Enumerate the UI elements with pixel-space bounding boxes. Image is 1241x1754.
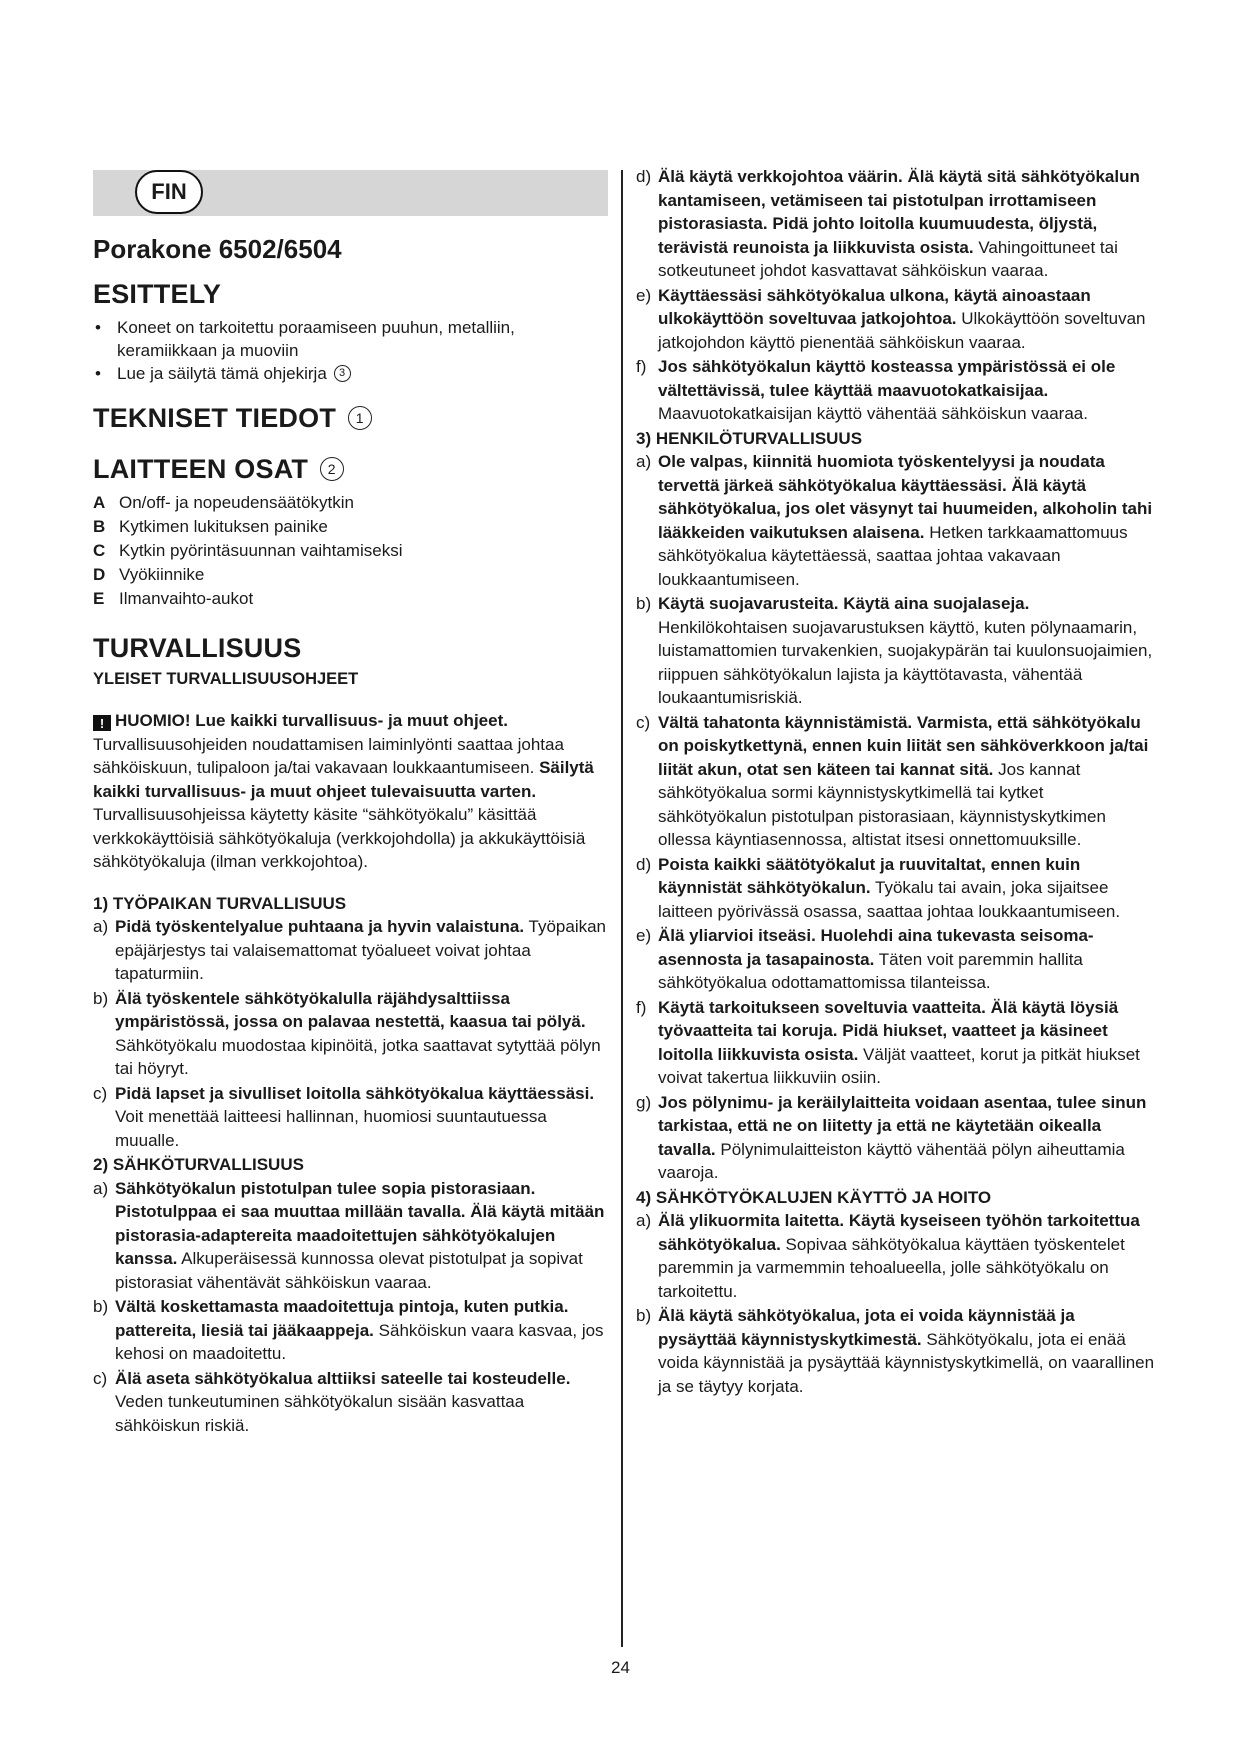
right-column xyxy=(636,165,1156,1399)
safety-item-label: c) xyxy=(93,1368,108,1388)
warning-icon: ! xyxy=(93,715,111,731)
safety-item-bold: Älä ylikuormita laitetta. Käytä kyseiseen työhön tarkoitettua sähkötyökalua. xyxy=(658,1211,1140,1254)
part-letter: E xyxy=(93,589,105,608)
safety-heading: TURVALLISUUS xyxy=(93,633,302,663)
part-text: Ilmanvaihto-aukot xyxy=(119,589,254,608)
intro-bullet xyxy=(93,316,608,362)
safety-item-text: Sopivaa sähkötyökalua käyttäen työskentelet paremmin ja varmemmin tehoalueella, jolle sähkötyökalu on tarkoitettu. xyxy=(658,1234,1125,1301)
safety-item-bold: Pidä työskentelyalue puhtaana ja hyvin valaistuna. xyxy=(115,917,525,936)
part-item xyxy=(93,491,608,515)
intro-bullet xyxy=(93,362,608,385)
electrical-items xyxy=(93,1177,608,1438)
part-text: Vyökiinnike xyxy=(119,565,205,584)
safety-item-label: a) xyxy=(636,1211,652,1230)
part-text: On/off- ja nopeudensäätökytkin xyxy=(119,493,355,512)
intro-heading: ESITTELY xyxy=(93,279,222,309)
section-title-tool-use: 4) SÄHKÖTYÖKALUJEN KÄYTTÖ JA HOITO xyxy=(636,1187,992,1207)
safety-item-text: Työpaikan epäjärjestys tai valaisemattomat työalueet voivat johtaa tapaturmiin. xyxy=(115,917,607,983)
safety-item xyxy=(636,355,1156,426)
safety-item xyxy=(93,1082,608,1153)
safety-item-text: Sähkötyökalu muodostaa kipinöitä, jotka saattavat sytyttää pölyn tai höyryt. xyxy=(115,1035,601,1078)
product-title: Porakone 6502/6504 xyxy=(93,234,342,264)
safety-item xyxy=(93,1367,608,1438)
safety-item-text: Alkuperäisessä kunnossa olevat pistotulpat ja sopivat pistorasiat vähentävät sähköiskun vaaraa. xyxy=(115,1249,583,1292)
safety-item-label: a) xyxy=(93,917,109,936)
parts-ref-number: 2 xyxy=(320,457,344,481)
language-bar xyxy=(93,170,608,216)
safety-item-label: e) xyxy=(636,926,652,945)
safety-item-label: c) xyxy=(636,712,651,732)
intro-bullets xyxy=(93,316,608,385)
safety-item xyxy=(93,1177,608,1295)
safety-item-bold: Älä käytä sähkötyökalua, jota ei voida käynnistää ja pysäyttää käynnistyskytkimestä. xyxy=(658,1306,1075,1349)
warning-text-2: Turvallisuusohjeissa käytetty käsite “sähkötyökalu” käsittää verkkokäyttöisiä sähkötyökaluja (verkkojohdolla) ja akkukäyttöisiä sähkötyökaluja (ilman verkkojohtoa). xyxy=(93,805,586,871)
part-item xyxy=(93,563,608,587)
part-item xyxy=(93,515,608,539)
safety-item-label: c) xyxy=(93,1083,108,1103)
safety-item-bold: Älä yliarvioi itseäsi. Huolehdi aina tukevasta seisoma-asennosta ja tasapainosta. xyxy=(658,926,1094,969)
intro-bullet-text: Lue ja säilytä tämä ohjekirja xyxy=(117,364,327,383)
safety-item-text: Vahingoittuneet tai sotkeutuneet johdot kasvattavat sähköiskun vaaraa. xyxy=(658,237,1118,280)
safety-item-label: b) xyxy=(636,1306,652,1325)
section-title-personal: 3) HENKILÖTURVALLISUUS xyxy=(636,428,863,448)
safety-item-label: a) xyxy=(93,1178,109,1198)
warning-paragraph xyxy=(93,709,608,874)
safety-item xyxy=(636,853,1156,924)
safety-item-bold: Pidä lapset ja sivulliset loitolla sähkötyökalua käyttäessäsi. xyxy=(115,1083,595,1103)
left-column xyxy=(93,170,608,1438)
section-title-electrical: 2) SÄHKÖTURVALLISUUS xyxy=(93,1155,304,1174)
safety-item-bold: Poista kaikki säätötyökalut ja ruuvitaltat, ennen kuin käynnistät sähkötyökalun. xyxy=(658,854,1081,897)
part-item xyxy=(93,539,608,563)
safety-item-text: Työkalu tai avain, joka sijaitsee laitteen pyörivässä osassa, saattaa johtaa loukkaantumiseen. xyxy=(658,878,1121,921)
safety-item xyxy=(636,1209,1156,1303)
safety-item-text: Jos kannat sähkötyökalua sormi käynnistyskytkimellä tai kytket sähkötyökalun pistotulpan pistorasiaan, käynnistyskytkimen ollessa käyntiasennossa, altistat itsesi onnettomuuksille. xyxy=(658,759,1106,849)
safety-item-label: a) xyxy=(636,452,652,471)
safety-item xyxy=(636,996,1156,1090)
safety-item-text: Täten voit paremmin hallita sähkötyökalua odottamattomissa tilanteissa. xyxy=(658,949,1083,992)
safety-item xyxy=(93,987,608,1081)
safety-item-bold: Ole valpas, kiinnitä huomiota työskentelyysi ja noudata tervettä järkeä sähkötyökalua käyttäessäsi. Älä käytä sähkötyökalua, jos olet väsynyt tai huumeiden, alkoholin tahi lääkkeiden vaikutuksen alaisena. xyxy=(658,452,1153,542)
section-title-workplace: 1) TYÖPAIKAN TURVALLISUUS xyxy=(93,893,347,913)
safety-item-bold: Käyttäessäsi sähkötyökalua ulkona, käytä ainoastaan ulkokäyttöön soveltuvaa jatkojohtoa. xyxy=(658,285,1091,328)
safety-item-bold: Käytä tarkoitukseen soveltuvia vaatteita. Älä käytä löysiä työvaatteita tai koruja. Pidä hiukset, vaatteet ja käsineet loitolla liikkuvista osista. xyxy=(658,997,1119,1064)
safety-item-bold: Jos pölynimu- ja keräilylaitteita voidaan asentaa, tulee sinun tarkistaa, että ne on liitetty ja että ne käytetään oikealla tavalla. xyxy=(658,1092,1147,1159)
safety-item-bold: Vältä koskettamasta maadoitettuja pintoja, kuten putkia. pattereita, liesiä tai jääkaappeja. xyxy=(115,1297,569,1340)
language-badge: FIN xyxy=(135,170,203,214)
safety-item-label: f) xyxy=(636,997,647,1017)
safety-item-label: e) xyxy=(636,285,652,305)
safety-item-label: f) xyxy=(636,357,647,376)
safety-item-text: Väljät vaatteet, korut ja pitkät hiukset voivat takertua liikkuviin osiin. xyxy=(658,1044,1140,1087)
warning-bold: HUOMIO! Lue kaikki turvallisuus- ja muut ohjeet. xyxy=(115,711,508,730)
safety-item-bold: Käytä suojavarusteita. Käytä aina suojalaseja. xyxy=(658,594,1030,613)
general-safety-heading: YLEISET TURVALLISUUSOHJEET xyxy=(93,670,359,688)
column-divider xyxy=(621,170,623,1647)
safety-item-label: b) xyxy=(93,1297,109,1316)
safety-item xyxy=(636,1091,1156,1185)
parts-list xyxy=(93,491,608,611)
part-letter: A xyxy=(93,493,106,512)
safety-item-text: Pölynimulaitteiston käyttö vähentää pölyn aiheuttamia vaaroja. xyxy=(658,1139,1125,1182)
safety-item-label: g) xyxy=(636,1092,652,1112)
safety-item-text: Voit menettää laitteesi hallinnan, huomiosi suuntautuessa muualle. xyxy=(115,1107,547,1150)
safety-item xyxy=(636,284,1156,355)
parts-heading xyxy=(93,454,608,485)
safety-item-bold: Jos sähkötyökalun käyttö kosteassa ympäristössä ei ole vältettävissä, tulee käyttää maavuotokatkaisijaa. xyxy=(658,357,1116,400)
safety-item xyxy=(636,711,1156,852)
safety-item-bold: Sähkötyökalun pistotulpan tulee sopia pistorasiaan. Pistotulppaa ei saa muuttaa millään tavalla. Älä käytä mitään pistorasia-adaptereita maadoitettujen sähkötyökalujen kanssa. xyxy=(115,1178,605,1268)
part-letter: C xyxy=(93,541,106,560)
part-text: Kytkimen lukituksen painike xyxy=(119,517,328,536)
safety-item xyxy=(636,1304,1156,1398)
tech-ref-number: 1 xyxy=(348,406,372,430)
workplace-items xyxy=(93,915,608,1152)
safety-item-text: Sähkötyökalu, jota ei enää voida käynnistää ja pysäyttää käynnistyskytkimellä, on vaarallinen ja se täytyy korjata. xyxy=(658,1329,1155,1396)
safety-item xyxy=(636,165,1156,283)
safety-item-bold: Älä työskentele sähkötyökalulla räjähdysalttiissa ympäristössä, jossa on palavaa nestettä, kaasua tai pölyä. xyxy=(115,988,586,1031)
safety-item xyxy=(636,924,1156,995)
intro-bullet-text: Koneet on tarkoitettu poraamiseen puuhun, metalliin, keramiikkaan ja muoviin xyxy=(117,318,515,360)
safety-item-label: b) xyxy=(636,594,652,613)
safety-item-text: Maavuotokatkaisijan käyttö vähentää sähköiskun vaaraa. xyxy=(658,404,1088,423)
safety-item xyxy=(636,592,1156,710)
page-number: 24 xyxy=(611,1658,630,1677)
safety-item-bold: Vältä tahatonta käynnistämistä. Varmista, että sähkötyökalu on poiskytkettynä, ennen kuin liität sen sähköverkkoon ja/tai liität akun, otat sen käteen tai kannat sitä. xyxy=(658,712,1149,779)
safety-item-bold: Älä aseta sähkötyökalua alttiiksi sateelle tai kosteudelle. xyxy=(115,1368,571,1388)
part-text: Kytkin pyörintäsuunnan vaihtamiseksi xyxy=(119,541,403,560)
electrical-items-continued xyxy=(636,165,1156,426)
safety-item-label: d) xyxy=(636,167,652,186)
parts-heading-text: LAITTEEN OSAT xyxy=(93,454,309,484)
safety-item-bold: Älä käytä verkkojohtoa väärin. Älä käytä sitä sähkötyökalun kantamiseen, vetämiseen tai pistotulpan irrottamiseen pistorasiasta. Pidä johto loitolla kuumuudesta, öljystä, terävistä reunoista ja liikkuvista osista. xyxy=(658,167,1140,257)
personal-items xyxy=(636,450,1156,1185)
safety-item xyxy=(636,450,1156,591)
safety-item-label: b) xyxy=(93,988,109,1008)
safety-item-text: Henkilökohtaisen suojavarustuksen käyttö, kuten pölynaamarin, luistamattomien turvakenkien, suojakypärän tai kuulonsuojaimien, riippuen sähkötyökalun lajista ja käyttötavasta, vähentää loukaantumisriskiä. xyxy=(658,617,1153,707)
safety-item-text: Ulkokäyttöön soveltuvan jatkojohdon käyttö pienentää sähköiskun vaaraa. xyxy=(658,309,1146,352)
warning-bold-2: Säilytä kaikki turvallisuus- ja muut ohjeet tulevaisuutta varten. xyxy=(93,758,594,801)
safety-item-text: Sähköiskun vaara kasvaa, jos kehosi on maadoitettu. xyxy=(115,1320,604,1363)
safety-item-text: Hetken tarkkaamattomuus sähkötyökalua käytettäessä, saattaa johtaa vakavaan loukkaantumiseen. xyxy=(658,522,1128,589)
part-item xyxy=(93,587,608,611)
tech-heading-text: TEKNISET TIEDOT xyxy=(93,403,337,433)
tool-use-items xyxy=(636,1209,1156,1398)
part-letter: B xyxy=(93,517,106,536)
part-letter: D xyxy=(93,565,106,584)
safety-item xyxy=(93,915,608,986)
manual-ref-number: 3 xyxy=(334,365,351,382)
tech-heading xyxy=(93,403,608,434)
safety-item-text: Veden tunkeutuminen sähkötyökalun sisään kasvattaa sähköiskun riskiä. xyxy=(115,1392,525,1435)
safety-item-label: d) xyxy=(636,854,652,874)
safety-item xyxy=(93,1295,608,1366)
warning-text: Turvallisuusohjeiden noudattamisen laiminlyönti saattaa johtaa sähköiskuun, tulipaloon ja/tai vakavaan loukkaantumiseen. xyxy=(93,734,564,777)
